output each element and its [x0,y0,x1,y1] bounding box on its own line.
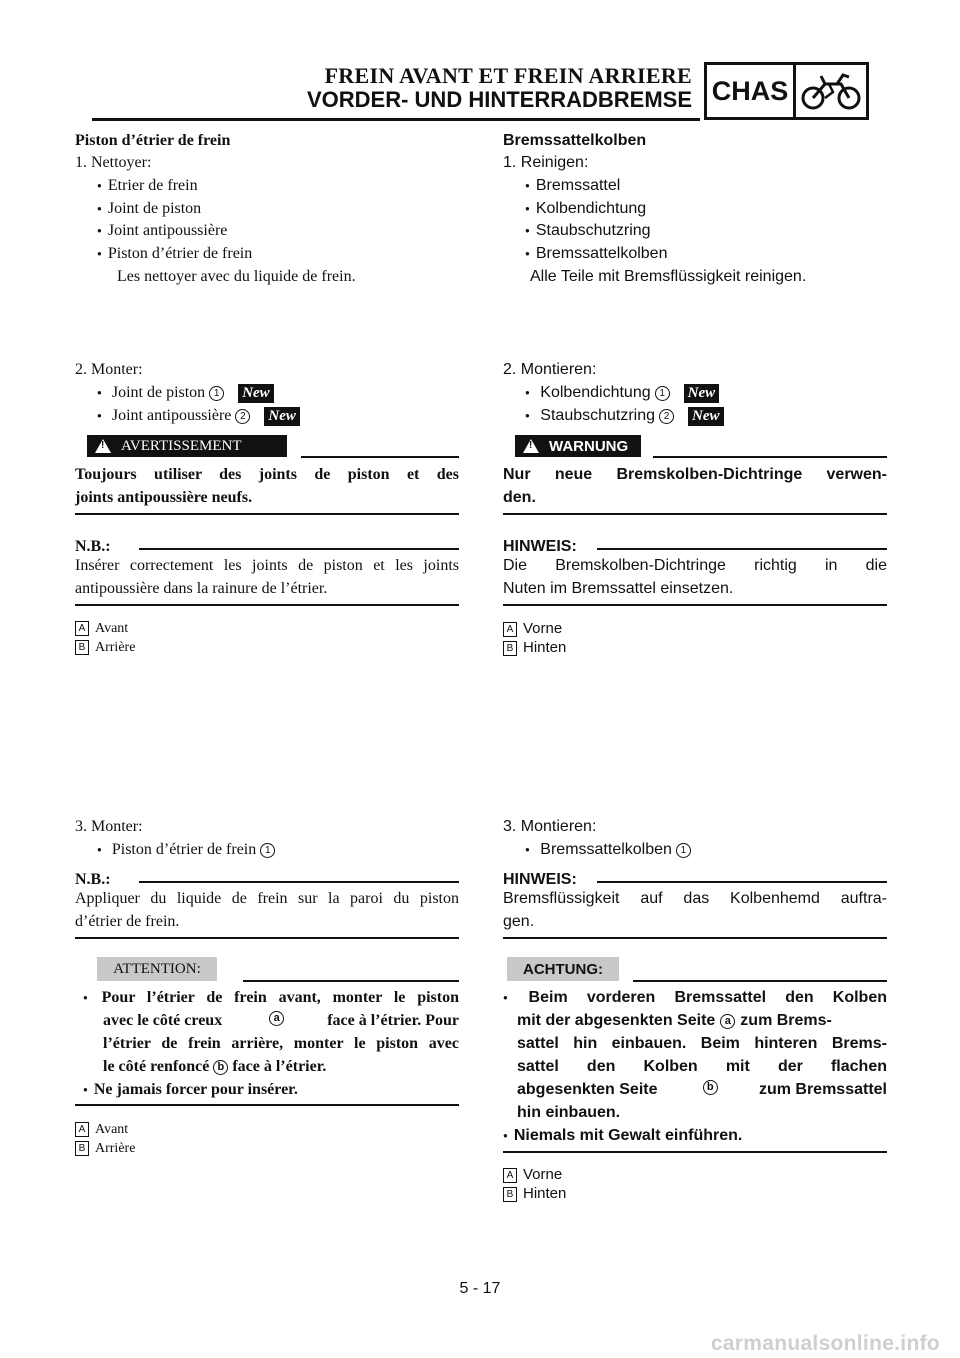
legend-item [503,1184,566,1204]
caution-text-part: avec le côté creux [103,1012,223,1029]
step-1: 1. Nettoyer: [75,154,152,171]
list-item [525,383,719,405]
list-item [525,406,724,428]
list-item: ● Piston d’étrier de frein [97,244,252,266]
divider [75,937,459,939]
legend-item [503,638,566,658]
divider [653,456,887,458]
caution-text: l’étrier de frein arrière, monter le piston avec [103,1035,459,1052]
item-label: Kolbendichtung [540,384,651,401]
step-note: Alle Teile mit Bremsflüssigkeit reinigen. [530,268,807,285]
list-item: ● Kolbendichtung [525,199,646,221]
legend-item [503,619,562,639]
warning-label [87,435,287,457]
note-text: Nuten im Bremssattel einsetzen. [503,580,734,597]
list-item [97,840,275,862]
divider [633,980,887,982]
key-box: A [75,1122,89,1137]
list-item: ● Etrier de frein [97,176,198,198]
list-item: ● Joint de piston [97,199,201,221]
note-text: d’étrier de frein. [75,913,180,930]
caution-text: ● Pour l’étrier de frein avant, monter le piston [83,988,459,1010]
key-box: A [503,1168,517,1183]
divider [243,980,459,982]
caution-text-part: mit der abgesenkten Seite [517,1012,716,1029]
note-label: HINWEIS: [503,871,577,888]
legend-text: Avant [95,621,129,636]
caution-text [517,1011,832,1031]
callout-number: 1 [655,386,670,401]
title-fr: FREIN AVANT ET FREIN ARRIERE [324,63,692,88]
step-3: 3. Montieren: [503,818,597,835]
item-label: Bremssattelkolben [540,841,672,858]
callout-number: 2 [235,409,250,424]
section-label: CHAS [707,65,796,117]
caution-text: sattel den Kolben mit der flachen [517,1058,887,1075]
legend-item [503,1165,562,1185]
section-title: Piston d’étrier de frein [75,132,231,149]
step-1: 1. Reinigen: [503,154,589,171]
key-box: A [75,621,89,636]
key-box: B [75,640,89,655]
list-item [97,383,274,405]
legend-item [75,1139,135,1159]
warning-label [515,435,641,457]
key-box: B [75,1141,89,1156]
list-item: ● Staubschutzring [525,221,651,243]
header-rule [92,118,700,121]
new-badge: New [264,407,300,426]
note-label: HINWEIS: [503,538,577,555]
mark-a: a [720,1014,735,1029]
note-label: N.B.: [75,538,111,555]
divider [301,456,459,458]
warning-label-text: AVERTISSEMENT [121,437,242,454]
note-label: N.B.: [75,871,111,888]
divider [139,881,459,883]
caution-text: ● Ne jamais forcer pour insérer. [83,1080,298,1102]
list-item [97,406,300,428]
list-item: ● Bremssattel [525,176,620,198]
note-text: gen. [503,913,535,930]
divider [75,604,459,606]
caution-label: ATTENTION: [97,957,217,981]
step-3: 3. Monter: [75,818,143,835]
new-badge: New [688,407,724,426]
divider [597,548,887,550]
new-badge: New [238,384,274,403]
caution-text [103,1057,326,1077]
caution-text-part: le côté renfoncé [103,1058,210,1075]
note-text: Bremsflüssigkeit auf das Kolbenhemd auftra- [503,890,887,907]
legend-item [75,638,135,658]
legend-item [75,619,128,639]
callout-number: 1 [209,386,224,401]
caution-text-part: face à l’étrier. [232,1058,327,1075]
divider [597,881,887,883]
note-text: Die Bremskolben-Dichtringe richtig in die [503,557,887,574]
list-item [525,840,691,862]
motorcycle-icon [796,65,866,117]
mark-b: b [703,1080,718,1095]
caution-text: hin einbauen. [517,1104,621,1121]
section-badge [704,62,869,120]
key-box: B [503,641,517,656]
warning-text: den. [503,489,536,506]
divider [503,937,887,939]
divider [503,604,887,606]
watermark: carmanualsonline.info [710,1332,940,1355]
caution-text-part: face à l’étrier. Pour [327,1012,459,1029]
warning-text: Toujours utiliser des joints de piston et des [75,466,459,483]
callout-number: 2 [659,409,674,424]
legend-text: Arrière [95,640,136,655]
legend-text: Hinten [523,1185,567,1202]
warning-label-text: WARNUNG [549,437,629,455]
caution-text: ● Beim vorderen Bremssattel den Kolben [503,988,887,1010]
note-text: Appliquer du liquide de frein sur la paroi du piston [75,890,459,907]
legend-text: Hinten [523,639,567,656]
title-de: VORDER- UND HINTERRADBREMSE [306,87,692,112]
callout-number: 1 [260,843,275,858]
page-number: 5 - 17 [459,1280,501,1297]
legend-text: Vorne [523,1166,563,1183]
key-box: B [503,1187,517,1202]
caution-text: ● Niemals mit Gewalt einführen. [503,1126,742,1148]
caution-text [103,1011,459,1031]
step-2: 2. Monter: [75,361,143,378]
list-item: ● Bremssattelkolben [525,244,667,266]
divider [503,513,887,515]
warning-triangle-icon [95,439,111,453]
item-label: Joint antipoussière [111,407,232,424]
caution-text-part: zum Bremssattel [758,1081,887,1098]
caution-label: ACHTUNG: [507,957,619,981]
section-title: Bremssattelkolben [503,132,647,149]
legend-text: Avant [95,1122,129,1137]
list-item: ● Joint antipoussière [97,221,227,243]
caution-text-part: zum Brems- [740,1012,832,1029]
item-label: Piston d’étrier de frein [111,841,257,858]
mark-a: a [269,1011,284,1026]
legend-text: Vorne [523,620,563,637]
divider [75,513,459,515]
warning-text: joints antipoussière neufs. [75,489,253,506]
step-2: 2. Montieren: [503,361,597,378]
key-box: A [503,622,517,637]
divider [139,548,459,550]
warning-triangle-icon [523,439,539,453]
warning-text: Nur neue Bremskolben-Dichtringe verwen- [503,466,887,483]
legend-item [75,1120,128,1140]
note-text: Insérer correctement les joints de piston et les joints [75,557,459,574]
callout-number: 1 [676,843,691,858]
caution-text: sattel hin einbauen. Beim hinteren Brems- [517,1035,887,1052]
divider [75,1104,459,1106]
new-badge: New [684,384,720,403]
caution-text-part: abgesenkten Seite [517,1081,658,1098]
legend-text: Arrière [95,1141,136,1156]
divider [503,1151,887,1153]
step-note: Les nettoyer avec du liquide de frein. [117,268,356,285]
caution-text [517,1080,887,1100]
item-label: Staubschutzring [540,407,656,424]
item-label: Joint de piston [111,384,206,401]
mark-b: b [213,1060,228,1075]
note-text: antipoussière dans la rainure de l’étrier. [75,580,328,597]
